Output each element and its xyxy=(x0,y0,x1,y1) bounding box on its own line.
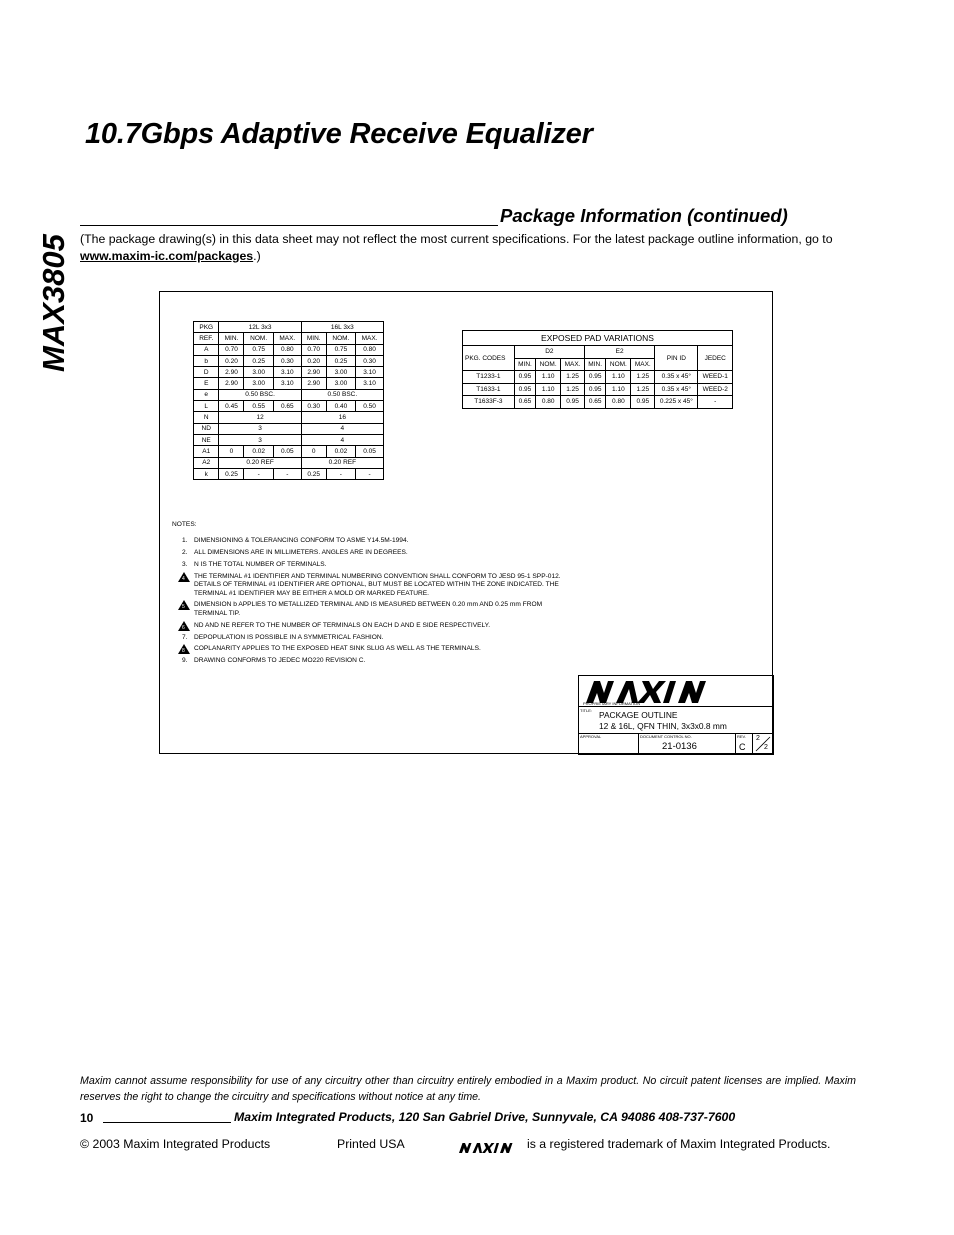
table-cell: 2.90 xyxy=(301,367,326,378)
table-cell: 0.35 x 45° xyxy=(655,371,698,384)
table-cell: 0.80 xyxy=(536,396,561,409)
intro-paragraph xyxy=(80,231,860,264)
table-cell: 0.75 xyxy=(244,344,273,355)
notes xyxy=(172,521,572,669)
table-cell: 0.20 xyxy=(301,355,326,366)
table-cell: 3.00 xyxy=(326,378,355,389)
table-cell: 0.20 REF xyxy=(219,457,301,468)
table-cell: 0.65 xyxy=(273,401,301,412)
table-cell: D xyxy=(194,367,219,378)
table-header-cell: NOM. xyxy=(326,333,355,344)
table-cell: 0.75 xyxy=(326,344,355,355)
note-number: 4 xyxy=(182,575,185,582)
note-text: DRAWING CONFORMS TO JEDEC MO220 REVISION C. xyxy=(194,657,366,665)
table-cell: T1633F-3 xyxy=(463,396,515,409)
table-cell: 4 xyxy=(301,423,383,434)
intro-text-end: .) xyxy=(253,248,261,263)
table-cell: b xyxy=(194,355,219,366)
table-cell: 0.225 x 45° xyxy=(655,396,698,409)
table-row xyxy=(194,378,384,389)
packages-link[interactable]: www.maxim-ic.com/packages xyxy=(80,248,254,263)
title-line-2: 12 & 16L, QFN THIN, 3x3x0.8 mm xyxy=(599,721,727,731)
table-cell: 0.50 BSC. xyxy=(219,389,301,400)
table-cell: ND xyxy=(194,423,219,434)
table-row xyxy=(194,457,384,468)
table-cell: 0 xyxy=(301,446,326,457)
note-number: 6 xyxy=(182,624,185,631)
table-cell: 3.00 xyxy=(244,378,273,389)
table-cell: 1.10 xyxy=(536,371,561,384)
proprietary-label: PROPRIETARY INFORMATION xyxy=(583,701,641,706)
table-header-cell: JEDEC xyxy=(698,346,733,371)
table-cell: 3.10 xyxy=(273,378,301,389)
table-header-cell: PIN ID xyxy=(655,346,698,371)
table-cell: 1.25 xyxy=(631,371,655,384)
footer-rule xyxy=(103,1122,231,1123)
table-cell: WEED-2 xyxy=(698,383,733,396)
table-cell: 0.80 xyxy=(356,344,384,355)
table-cell: 12 xyxy=(219,412,301,423)
table-cell: - xyxy=(273,468,301,479)
table-cell: 0.40 xyxy=(326,401,355,412)
warning-triangle-icon xyxy=(178,572,190,582)
table-row xyxy=(194,355,384,366)
table-cell: 3.00 xyxy=(326,367,355,378)
table-cell: 0.25 xyxy=(244,355,273,366)
table-cell: 0.95 xyxy=(561,396,585,409)
page-title: 10.7Gbps Adaptive Receive Equalizer xyxy=(85,118,593,150)
table-title-cell: EXPOSED PAD VARIATIONS xyxy=(463,331,733,346)
table-header-cell: 16L 3x3 xyxy=(301,322,383,333)
note-number: 1. xyxy=(182,537,188,545)
table-cell: E xyxy=(194,378,219,389)
table-row xyxy=(194,389,384,400)
table-cell: WEED-1 xyxy=(698,371,733,384)
table-cell: 0.80 xyxy=(606,396,631,409)
table-cell: NE xyxy=(194,434,219,445)
table-cell: 0.20 REF xyxy=(301,457,383,468)
table-header-cell: MAX. xyxy=(356,333,384,344)
table-cell: 1.10 xyxy=(606,383,631,396)
table-cell: - xyxy=(326,468,355,479)
note-text: COPLANARITY APPLIES TO THE EXPOSED HEAT SINK SLUG AS WELL AS THE TERMINALS. xyxy=(194,645,481,653)
table-header-cell: E2 xyxy=(585,346,655,359)
page-number: 10 xyxy=(80,1111,94,1125)
table-cell: 0.55 xyxy=(244,401,273,412)
table-cell: - xyxy=(244,468,273,479)
table-cell: 0.02 xyxy=(244,446,273,457)
note-number: 2. xyxy=(182,549,188,557)
table-header-cell: REF. xyxy=(194,333,219,344)
table-cell: 3.00 xyxy=(244,367,273,378)
table-cell: 0.25 xyxy=(326,355,355,366)
table-row xyxy=(463,371,733,384)
table-header-cell: MIN. xyxy=(219,333,244,344)
table-cell: 0.95 xyxy=(585,383,606,396)
table-title-row xyxy=(463,331,733,346)
section-title: Package Information (continued) xyxy=(500,205,788,226)
table-cell: 0 xyxy=(219,446,244,457)
table-cell: T1233-1 xyxy=(463,371,515,384)
notes-label: NOTES: xyxy=(172,521,197,528)
table-cell: 3 xyxy=(219,434,301,445)
note-item xyxy=(172,622,572,630)
table-header-cell: MIN. xyxy=(585,358,606,371)
table-cell: 2.90 xyxy=(219,367,244,378)
sheet-slash xyxy=(754,735,772,753)
title-label: TITLE: xyxy=(580,708,593,713)
table-cell: 0.95 xyxy=(631,396,655,409)
note-text: DIMENSIONING & TOLERANCING CONFORM TO ASME Y14.5M-1994. xyxy=(194,537,409,545)
document-number: 21-0136 xyxy=(662,741,697,752)
note-text: ND AND NE REFER TO THE NUMBER OF TERMINALS ON EACH D AND E SIDE RESPECTIVELY. xyxy=(194,621,491,629)
table-cell: 0.30 xyxy=(301,401,326,412)
table-cell: - xyxy=(356,468,384,479)
table-cell: L xyxy=(194,401,219,412)
exposed-pad-table xyxy=(462,330,733,409)
revision: C xyxy=(739,742,746,752)
company-address: Maxim Integrated Products, 120 San Gabriel Drive, Sunnyvale, CA 94086 408-737-7600 xyxy=(234,1110,736,1124)
table-row xyxy=(463,396,733,409)
table-header-cell: NOM. xyxy=(536,358,561,371)
side-part-number-text: MAX3805 xyxy=(36,234,71,372)
disclaimer: Maxim cannot assume responsibility for use of any circuitry other than circuitry entirely embodied in a Maxim product. No circuit patent licenses are implied. Maxim reserves the right to change the circuitry and specifications without notice at any time. xyxy=(80,1075,856,1103)
section-rule xyxy=(80,225,498,226)
table-cell: 2.90 xyxy=(301,378,326,389)
note-item xyxy=(172,657,572,665)
sheet-total: 2 xyxy=(764,744,768,751)
table-row xyxy=(194,423,384,434)
table-cell: A2 xyxy=(194,457,219,468)
table-cell: 0.50 BSC. xyxy=(301,389,383,400)
table-row xyxy=(463,383,733,396)
table-cell: 1.10 xyxy=(606,371,631,384)
table-header-cell: D2 xyxy=(514,346,584,359)
note-text: ALL DIMENSIONS ARE IN MILLIMETERS. ANGLES ARE IN DEGREES. xyxy=(194,549,408,557)
note-number: 3. xyxy=(182,561,188,569)
doc-control-label: DOCUMENT CONTROL NO. xyxy=(640,734,692,739)
note-text: DEPOPULATION IS POSSIBLE IN A SYMMETRICAL FASHION. xyxy=(194,633,384,641)
table-header-cell: 12L 3x3 xyxy=(219,322,301,333)
table-header-cell: PKG xyxy=(194,322,219,333)
table-cell: A xyxy=(194,344,219,355)
warning-triangle-icon xyxy=(178,621,190,631)
table-cell: 0.70 xyxy=(219,344,244,355)
table-cell: 0.70 xyxy=(301,344,326,355)
table-cell: 1.25 xyxy=(561,371,585,384)
table-cell: 0.20 xyxy=(219,355,244,366)
note-text: N IS THE TOTAL NUMBER OF TERMINALS. xyxy=(194,561,327,569)
table-cell: 0.95 xyxy=(514,383,535,396)
table-header-cell: MAX. xyxy=(273,333,301,344)
table-cell: e xyxy=(194,389,219,400)
table-cell: 1.25 xyxy=(631,383,655,396)
table-cell: 3.10 xyxy=(273,367,301,378)
table-cell: 0.30 xyxy=(273,355,301,366)
table-row xyxy=(194,401,384,412)
title-block xyxy=(578,675,774,755)
table-cell: 3 xyxy=(219,423,301,434)
note-item xyxy=(172,549,572,557)
note-number: 9. xyxy=(182,657,188,665)
table-cell: 0.05 xyxy=(273,446,301,457)
side-part-number xyxy=(4,212,72,377)
table-cell: A1 xyxy=(194,446,219,457)
table-row xyxy=(194,468,384,479)
table-header-cell: MIN. xyxy=(514,358,535,371)
table-header-cell: PKG. CODES xyxy=(463,346,515,371)
table-header-cell: NOM. xyxy=(606,358,631,371)
printed-usa: Printed USA xyxy=(337,1137,405,1151)
package-drawing xyxy=(159,291,773,754)
sheet-number: 2 xyxy=(756,735,760,742)
table-cell: 0.50 xyxy=(356,401,384,412)
table-cell: 1.10 xyxy=(536,383,561,396)
rev-label: REV. xyxy=(737,734,746,739)
table-cell: 0.25 xyxy=(301,468,326,479)
note-item xyxy=(172,573,572,598)
note-number: 8 xyxy=(182,648,185,655)
table-cell: 0.02 xyxy=(326,446,355,457)
table-cell: 3.10 xyxy=(356,378,384,389)
table-cell: 0.25 xyxy=(219,468,244,479)
dimension-table xyxy=(193,321,384,480)
table-cell: 2.90 xyxy=(219,378,244,389)
table-row xyxy=(194,446,384,457)
table-cell: N xyxy=(194,412,219,423)
note-text: DIMENSION b APPLIES TO METALLIZED TERMINAL AND IS MEASURED BETWEEN 0.20 mm AND 0.25 mm FROM TERMINAL TIP. xyxy=(194,601,543,617)
note-item xyxy=(172,561,572,569)
table-header-row xyxy=(194,333,384,344)
title-line-1: PACKAGE OUTLINE xyxy=(599,710,678,720)
table-cell: 0.95 xyxy=(585,371,606,384)
note-number: 7. xyxy=(182,633,188,641)
warning-triangle-icon xyxy=(178,644,190,654)
table-header-cell: MAX. xyxy=(631,358,655,371)
note-item xyxy=(172,601,572,618)
table-cell: 0.95 xyxy=(514,371,535,384)
trademark-text: is a registered trademark of Maxim Integrated Products. xyxy=(527,1137,831,1151)
table-header-cell: NOM. xyxy=(244,333,273,344)
table-row xyxy=(194,434,384,445)
table-cell: 0.65 xyxy=(514,396,535,409)
table-cell: 0.35 x 45° xyxy=(655,383,698,396)
table-cell: 3.10 xyxy=(356,367,384,378)
copyright: © 2003 Maxim Integrated Products xyxy=(80,1137,271,1151)
maxim-logo xyxy=(459,1140,519,1151)
approval-label: APPROVAL xyxy=(580,734,602,739)
table-header-row xyxy=(463,346,733,359)
table-cell: 16 xyxy=(301,412,383,423)
note-item xyxy=(172,645,572,653)
table-cell: 0.30 xyxy=(356,355,384,366)
table-row xyxy=(194,367,384,378)
table-header-cell: MIN. xyxy=(301,333,326,344)
table-row xyxy=(194,344,384,355)
note-item xyxy=(172,537,572,545)
table-row xyxy=(194,412,384,423)
table-cell: 0.05 xyxy=(356,446,384,457)
table-cell: 0.80 xyxy=(273,344,301,355)
table-cell: T1633-1 xyxy=(463,383,515,396)
table-header-cell: MAX. xyxy=(561,358,585,371)
table-cell: - xyxy=(698,396,733,409)
note-item xyxy=(172,634,572,642)
warning-triangle-icon xyxy=(178,600,190,610)
table-cell: 0.65 xyxy=(585,396,606,409)
table-header-row xyxy=(194,322,384,333)
note-text: THE TERMINAL #1 IDENTIFIER AND TERMINAL NUMBERING CONVENTION SHALL CONFORM TO JESD 95-1 SPP-012. DETAILS OF TERMINAL #1 IDENTIFIER ARE OPTIONAL, BUT MUST BE LOCATED WITHIN THE ZONE INDICATED. THE TERMINAL #1 IDENTIFIER MAY BE EITHER A MOLD OR MARKED FEATURE. xyxy=(194,572,561,597)
note-number: 5 xyxy=(182,604,185,611)
intro-text: (The package drawing(s) in this data sheet may not reflect the most current specifications. For the latest package outline information, go to xyxy=(80,232,833,246)
table-cell: k xyxy=(194,468,219,479)
table-cell: 4 xyxy=(301,434,383,445)
table-cell: 1.25 xyxy=(561,383,585,396)
table-cell: 0.45 xyxy=(219,401,244,412)
